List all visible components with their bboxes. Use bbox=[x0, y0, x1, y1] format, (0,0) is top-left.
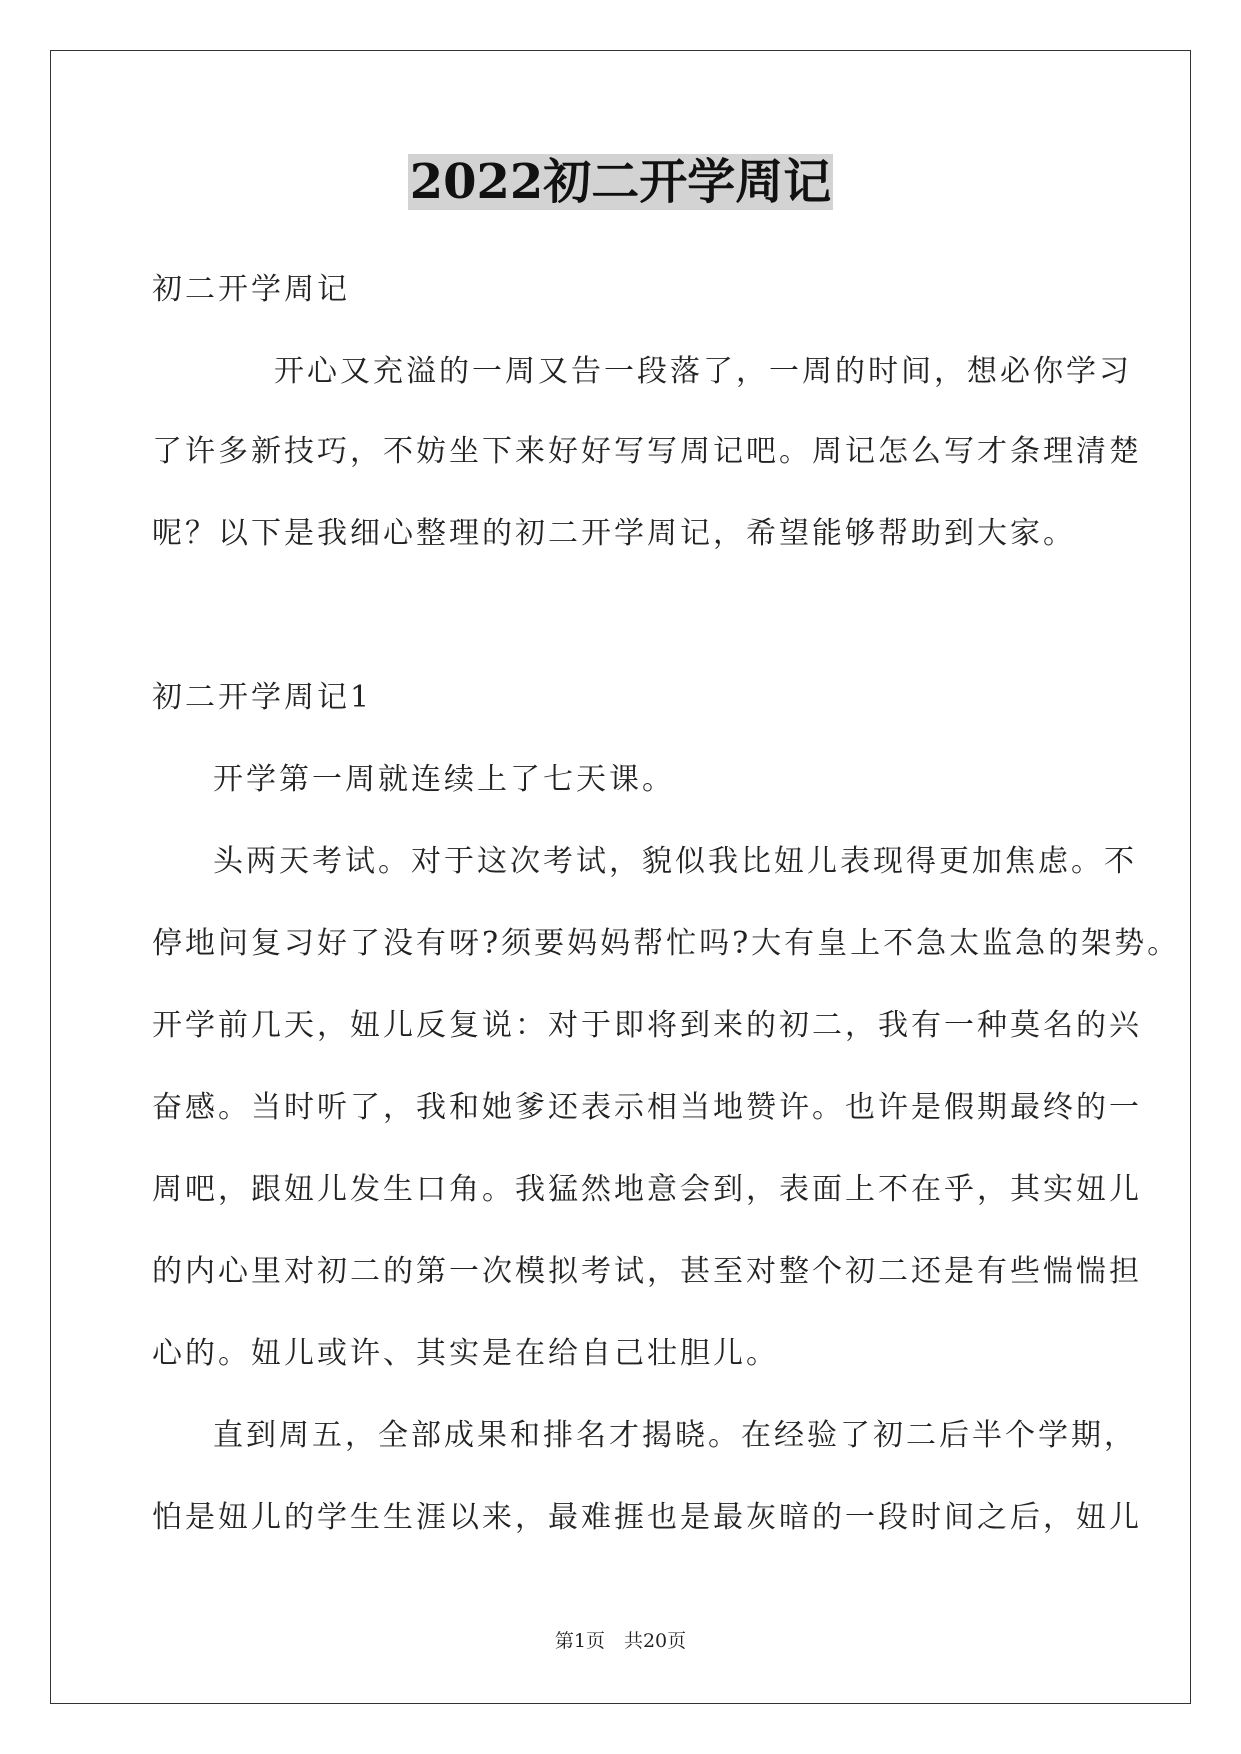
paragraph-line: 的内心里对初二的第一次模拟考试，甚至对整个初二还是有些惴惴担 bbox=[152, 1254, 1142, 1289]
paragraph-line: 开学前几天，妞儿反复说：对于即将到来的初二，我有一种莫名的兴 bbox=[152, 1008, 1142, 1043]
paragraph-line: 直到周五，全部成果和排名才揭晓。在经验了初二后半个学期， bbox=[213, 1418, 1137, 1453]
paragraph-line: 周吧，跟妞儿发生口角。我猛然地意会到，表面上不在乎，其实妞儿 bbox=[152, 1172, 1142, 1207]
document-title: 2022初二开学周记 bbox=[409, 154, 832, 210]
paragraph-line: 怕是妞儿的学生生涯以来，最难捱也是最灰暗的一段时间之后，妞儿 bbox=[152, 1500, 1142, 1535]
paragraph-line: 呢？以下是我细心整理的初二开学周记，希望能够帮助到大家。 bbox=[152, 516, 1076, 551]
paragraph-line: 开心又充溢的一周又告一段落了，一周的时间，想必你学习 bbox=[274, 354, 1132, 389]
page-number: 第1页 共20页 bbox=[554, 1630, 687, 1652]
paragraph-line: 心的。妞儿或许、其实是在给自己壮胆儿。 bbox=[152, 1336, 779, 1371]
section-heading: 初二开学周记 bbox=[152, 272, 350, 307]
paragraph-line: 奋感。当时听了，我和她爹还表示相当地赞许。也许是假期最终的一 bbox=[152, 1090, 1142, 1125]
paragraph-line: 了许多新技巧，不妨坐下来好好写写周记吧。周记怎么写才条理清楚 bbox=[152, 434, 1142, 469]
paragraph-line: 头两天考试。对于这次考试，貌似我比妞儿表现得更加焦虑。不 bbox=[213, 844, 1137, 879]
paragraph-line: 开学第一周就连续上了七天课。 bbox=[213, 762, 675, 797]
section-heading: 初二开学周记1 bbox=[152, 680, 373, 715]
paragraph-line: 停地问复习好了没有呀?须要妈妈帮忙吗?大有皇上不急太监急的架势。 bbox=[152, 926, 1181, 961]
